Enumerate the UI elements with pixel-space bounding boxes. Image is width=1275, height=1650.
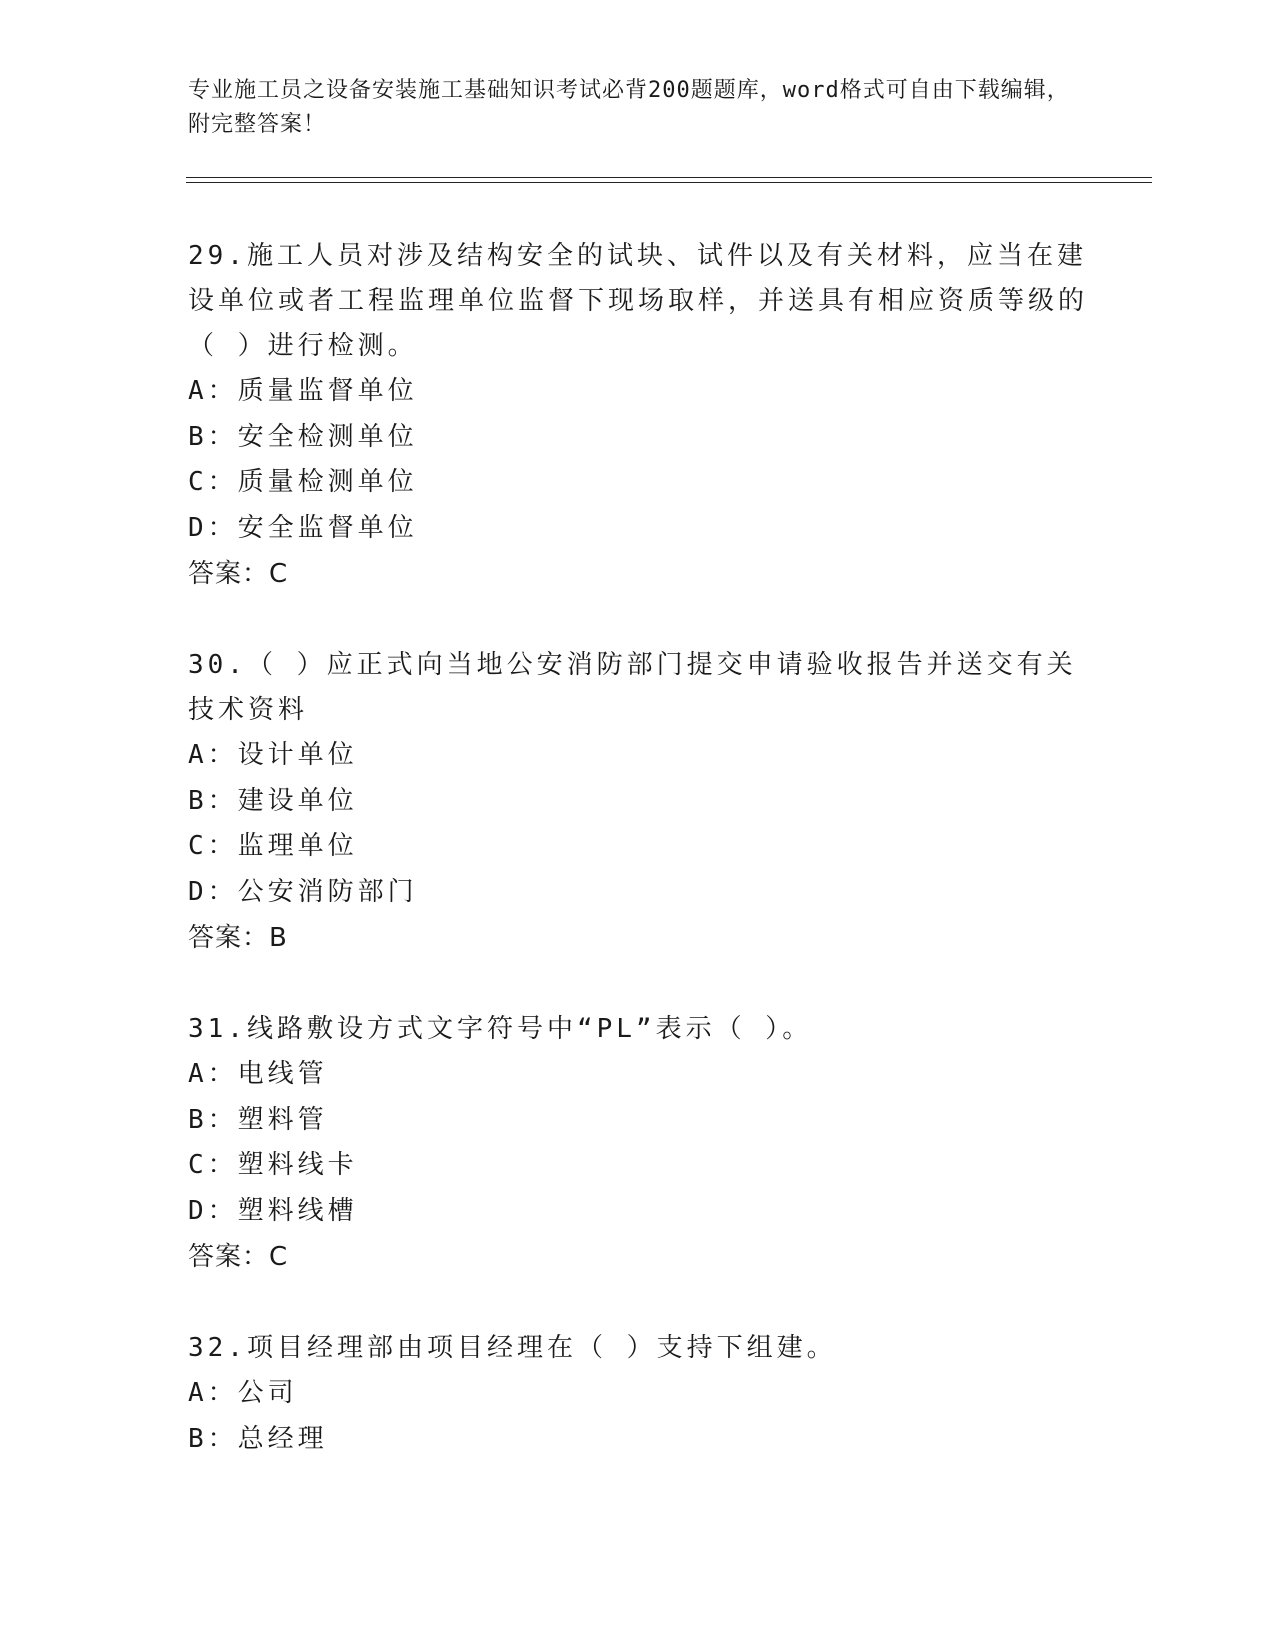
document-header: 专业施工员之设备安装施工基础知识考试必背200题题库，word格式可自由下载编辑，附完整答案！ <box>188 78 1070 137</box>
option-b <box>188 779 1088 825</box>
option-d <box>188 870 1088 916</box>
question-stem: 32.项目经理部由项目经理在（ ）支持下组建。 <box>188 1333 837 1363</box>
option-key: A： <box>188 1059 238 1089</box>
option-text: 公司 <box>237 1378 298 1408</box>
question-list <box>188 234 1088 1508</box>
option-key: B： <box>188 785 238 816</box>
option-a <box>188 1371 1088 1417</box>
option-key: B： <box>188 1423 238 1454</box>
option-text: 塑料管 <box>237 1104 328 1135</box>
option-key: C： <box>188 467 238 497</box>
option-key: C： <box>188 1150 238 1180</box>
option-text: 电线管 <box>237 1059 328 1089</box>
option-key: B： <box>188 421 238 452</box>
option-c <box>188 824 1088 870</box>
option-b <box>188 415 1088 461</box>
option-d <box>188 506 1088 552</box>
question-stem: 31.线路敷设方式文字符号中“PL”表示（ ）。 <box>188 1014 813 1044</box>
question-31 <box>188 1007 1088 1280</box>
option-text: 设计单位 <box>237 740 358 770</box>
option-c <box>188 1143 1088 1189</box>
option-key: A： <box>188 740 238 770</box>
question-30 <box>188 643 1088 961</box>
question-stem: 30.（ ）应正式向当地公安消防部门提交申请验收报告并送交有关技术资料 <box>188 650 1077 725</box>
option-key: D： <box>188 1195 238 1226</box>
option-text: 建设单位 <box>237 785 358 816</box>
question-stem: 29.施工人员对涉及结构安全的试块、试件以及有关材料，应当在建设单位或者工程监理单位监督下现场取样，并送具有相应资质等级的（ ）进行检测。 <box>188 241 1089 361</box>
option-key: C： <box>188 831 238 861</box>
option-b <box>188 1098 1088 1144</box>
option-a <box>188 733 1088 779</box>
option-text: 塑料线卡 <box>237 1150 358 1180</box>
question-29 <box>188 234 1088 597</box>
option-text: 安全监督单位 <box>237 512 418 543</box>
option-key: B： <box>188 1104 238 1135</box>
answer-line: 答案：B <box>188 923 288 953</box>
option-text: 质量检测单位 <box>237 467 418 497</box>
option-text: 塑料线槽 <box>237 1195 358 1226</box>
option-c <box>188 460 1088 506</box>
option-text: 总经理 <box>237 1423 328 1454</box>
option-text: 公安消防部门 <box>237 876 418 907</box>
question-32 <box>188 1326 1088 1462</box>
option-key: D： <box>188 876 238 907</box>
option-text: 安全检测单位 <box>237 421 418 452</box>
option-key: A： <box>188 376 238 406</box>
header-divider <box>186 177 1152 183</box>
option-key: D： <box>188 512 238 543</box>
option-a <box>188 1052 1088 1098</box>
option-b <box>188 1417 1088 1463</box>
option-d <box>188 1189 1088 1235</box>
option-a <box>188 369 1088 415</box>
answer-line: 答案：C <box>188 559 289 589</box>
option-key: A： <box>188 1378 238 1408</box>
option-text: 监理单位 <box>237 831 358 861</box>
answer-line: 答案：C <box>188 1242 289 1272</box>
option-text: 质量监督单位 <box>237 376 418 406</box>
